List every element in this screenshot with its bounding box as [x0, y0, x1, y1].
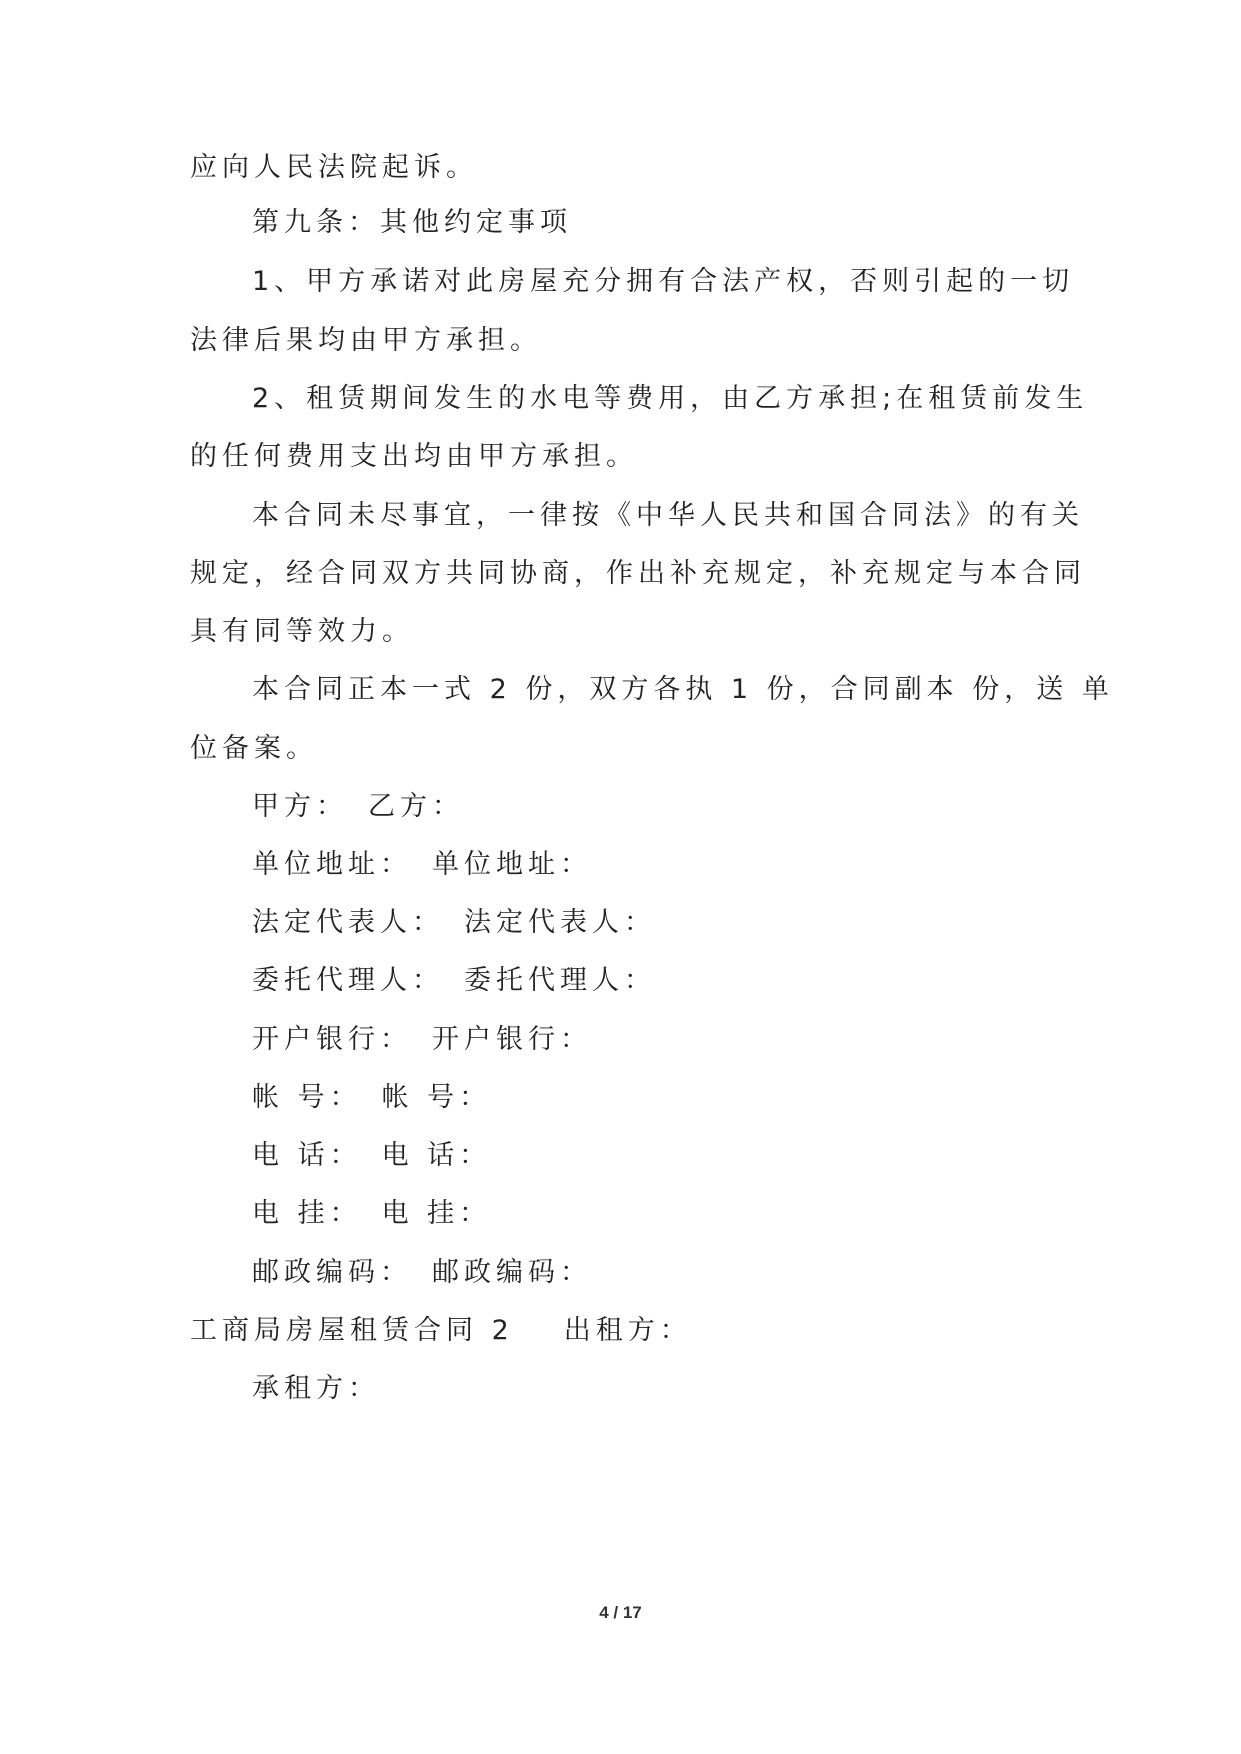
party-a-field: 帐 号：	[252, 1082, 362, 1113]
party-a-field: 电 话：	[252, 1140, 362, 1171]
party-b-field: 电 挂：	[381, 1198, 492, 1229]
body-line: 2、租赁期间发生的水电等费用，由乙方承担;在租赁前发生	[252, 383, 1089, 414]
body-line: 应向人民法院起诉。	[190, 152, 478, 183]
signature-row	[252, 787, 464, 827]
body-line: 的任何费用支出均由甲方承担。	[190, 441, 638, 472]
party-b-field: 电 话：	[381, 1140, 492, 1171]
party-a-field: 单位地址：	[252, 849, 412, 880]
signature-row	[252, 1136, 491, 1176]
signature-row	[252, 1194, 491, 1234]
body-line: 位备案。	[190, 733, 318, 764]
body-line: 本合同正本一式 2 份，双方各执 1 份，合同副本 份，送 单	[252, 674, 1114, 705]
party-b-field: 委托代理人：	[464, 965, 656, 996]
party-a-field: 邮政编码：	[252, 1257, 412, 1288]
party-b-field: 法定代表人：	[464, 907, 656, 938]
party-b-field: 单位地址：	[432, 849, 592, 880]
signature-row	[252, 1253, 592, 1293]
party-a-label: 甲方：	[252, 791, 348, 822]
party-a-field: 法定代表人：	[252, 907, 444, 938]
signature-row	[252, 903, 656, 943]
party-b-field: 邮政编码：	[432, 1257, 592, 1288]
body-line: 法律后果均由甲方承担。	[190, 325, 542, 356]
party-b-field: 开户银行：	[432, 1024, 592, 1055]
body-line: 本合同未尽事宜，一律按《中华人民共和国合同法》的有关	[252, 500, 1084, 531]
signature-row	[252, 1078, 491, 1118]
lessor-label: 出租方：	[563, 1315, 692, 1346]
body-line: 具有同等效力。	[190, 616, 414, 647]
next-contract-title: 工商局房屋租赁合同 2	[190, 1315, 514, 1346]
party-a-field: 电 挂：	[252, 1198, 362, 1229]
next-contract-heading	[190, 1311, 692, 1351]
page-number: 4 / 17	[599, 1603, 642, 1622]
signature-row	[252, 845, 592, 885]
article-heading: 第九条：其他约定事项	[252, 207, 572, 238]
party-b-field: 帐 号：	[381, 1082, 492, 1113]
body-line: 1、甲方承诺对此房屋充分拥有合法产权，否则引起的一切	[252, 266, 1075, 297]
party-a-field: 委托代理人：	[252, 965, 444, 996]
signature-row	[252, 1020, 592, 1060]
party-b-label: 乙方：	[368, 791, 464, 822]
body-line: 规定，经合同双方共同协商，作出补充规定，补充规定与本合同	[190, 558, 1086, 589]
signature-row	[252, 961, 656, 1001]
lessee-label: 承租方：	[252, 1373, 380, 1404]
party-a-field: 开户银行：	[252, 1024, 412, 1055]
